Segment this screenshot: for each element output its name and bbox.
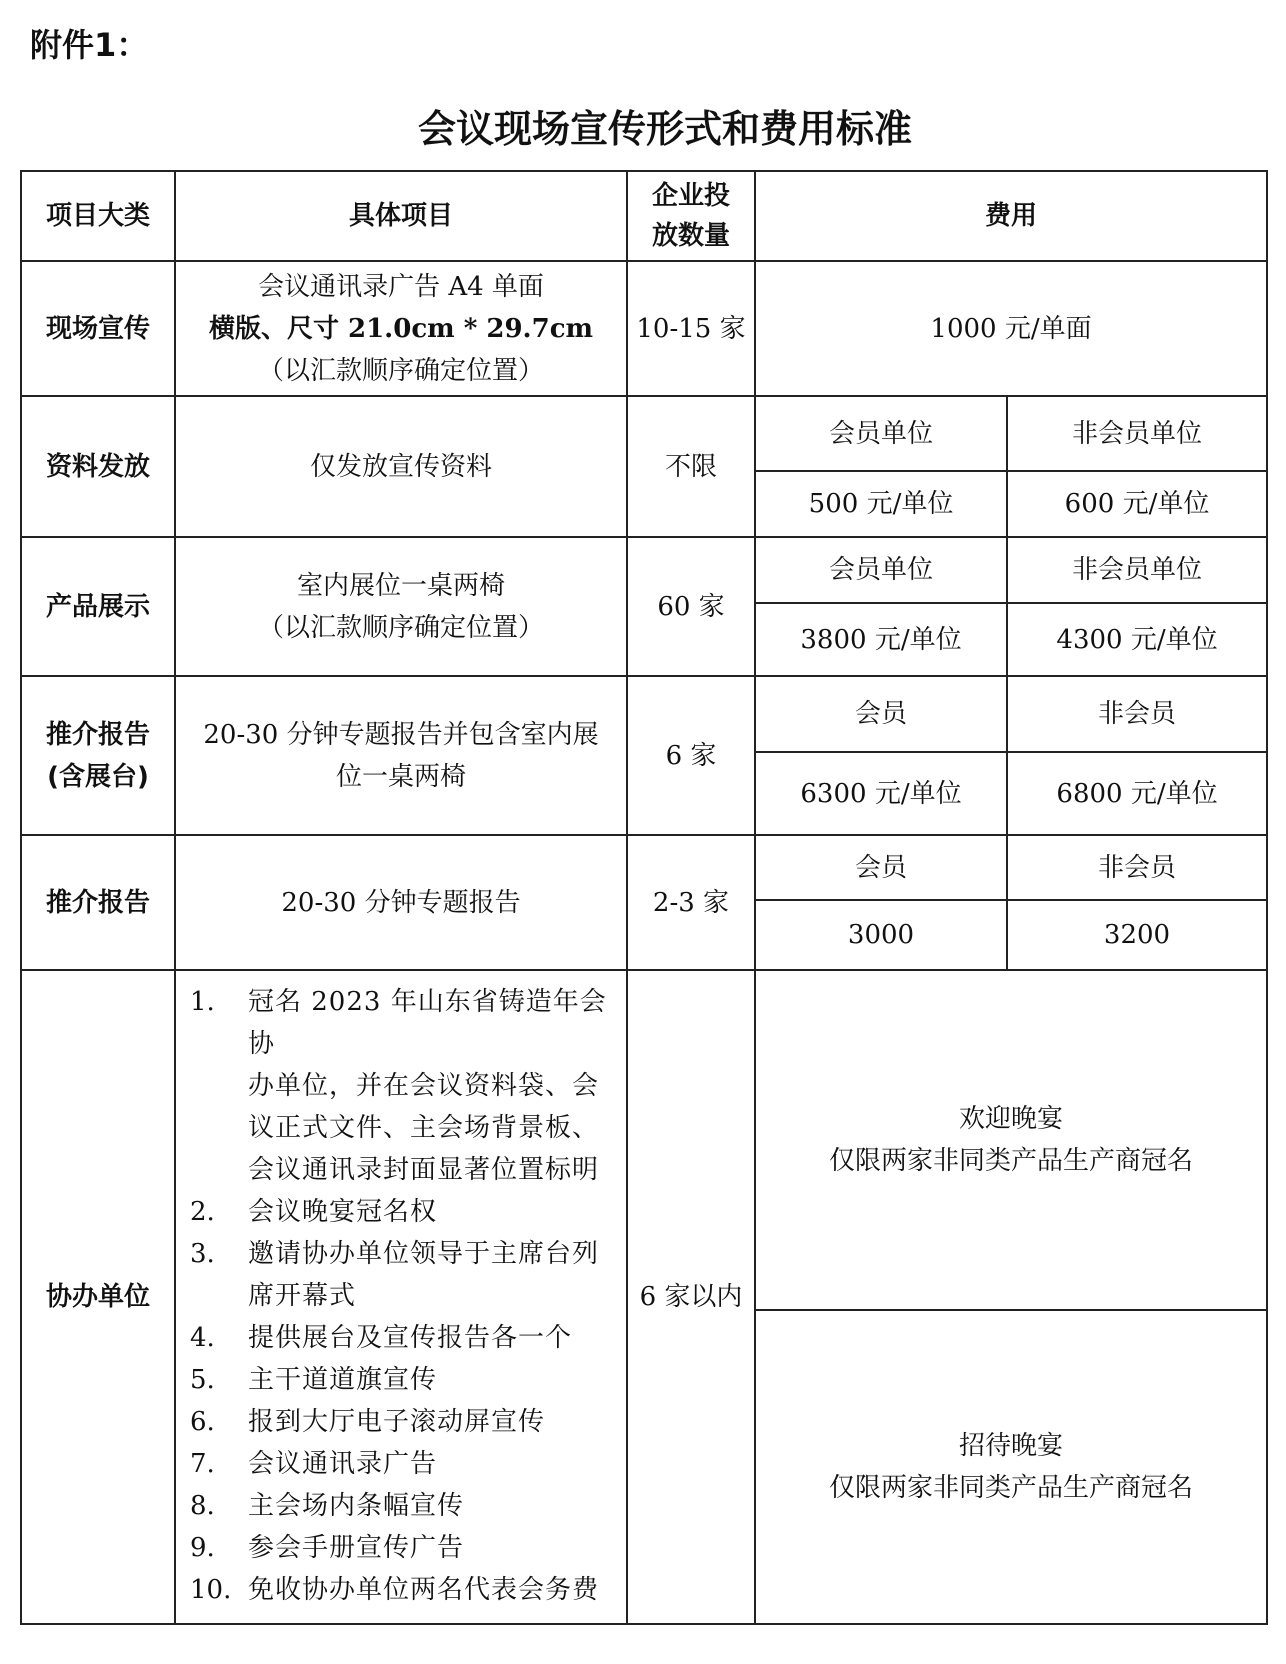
welcome-banquet-title: 欢迎晚宴	[959, 1103, 1064, 1134]
onsite-quantity: 10-15 家	[627, 261, 755, 396]
benefit-list-item	[190, 1191, 612, 1233]
header-fee: 费用	[755, 171, 1267, 261]
report-booth-category-line1: 推介报告	[45, 719, 150, 750]
benefit-text	[248, 1359, 612, 1401]
benefit-text-line: 议正式文件、主会场背景板、	[248, 1113, 600, 1143]
exhibit-member-label: 会员单位	[755, 537, 1007, 603]
header-row	[21, 171, 1267, 261]
benefit-text	[248, 981, 612, 1191]
row-co-organizer-top	[21, 970, 1267, 1310]
benefit-text	[248, 1569, 612, 1611]
benefit-text-line: 主会场内条幅宣传	[248, 1491, 465, 1521]
benefit-list-item	[190, 981, 612, 1191]
benefit-text-line: 报到大厅电子滚动屏宣传	[248, 1407, 546, 1437]
benefit-text-line: 会议通讯录广告	[248, 1449, 438, 1479]
report-booth-category	[21, 676, 175, 835]
benefit-text-line: 办单位，并在会议资料袋、会	[248, 1071, 600, 1101]
benefit-text	[248, 1527, 612, 1569]
benefit-text-line: 免收协办单位两名代表会务费	[248, 1575, 600, 1605]
reception-banquet	[755, 1310, 1267, 1624]
benefit-list-item	[190, 1401, 612, 1443]
benefit-list-item	[190, 1359, 612, 1401]
report-member-fee: 3000	[755, 900, 1007, 970]
report-category: 推介报告	[21, 835, 175, 970]
benefit-list-item	[190, 1443, 612, 1485]
row-report-top	[21, 835, 1267, 900]
reception-banquet-note: 仅限两家非同类产品生产商冠名	[829, 1472, 1194, 1503]
row-exhibit-top	[21, 537, 1267, 603]
benefit-text	[248, 1191, 612, 1233]
onsite-item	[175, 261, 627, 396]
benefit-number: 10.	[190, 1575, 232, 1605]
benefit-text-line: 邀请协办单位领导于主席台列	[248, 1239, 600, 1269]
exhibit-member-fee: 3800 元/单位	[755, 603, 1007, 676]
benefit-list-item	[190, 1233, 612, 1317]
report-booth-item	[175, 676, 627, 835]
materials-nonmember-label: 非会员单位	[1007, 396, 1267, 471]
report-member-label: 会员	[755, 835, 1007, 900]
report-booth-member-fee: 6300 元/单位	[755, 752, 1007, 835]
benefit-list-item	[190, 1527, 612, 1569]
co-organizer-category: 协办单位	[21, 970, 175, 1624]
report-booth-member-label: 会员	[755, 676, 1007, 752]
benefit-text-line: 会议晚宴冠名权	[248, 1197, 438, 1227]
onsite-item-line2: 横版、尺寸 21.0cm * 29.7cm	[208, 313, 594, 344]
co-organizer-quantity: 6 家以内	[627, 970, 755, 1624]
exhibit-item-line2: （以汇款顺序确定位置）	[257, 612, 544, 643]
exhibit-item-line1: 室内展位一桌两椅	[296, 570, 505, 601]
benefit-number: 5.	[190, 1365, 215, 1395]
exhibit-quantity: 60 家	[627, 537, 755, 676]
benefit-number: 2.	[190, 1197, 215, 1227]
benefit-text	[248, 1233, 612, 1317]
onsite-category: 现场宣传	[21, 261, 175, 396]
benefit-text-line: 席开幕式	[248, 1281, 357, 1311]
materials-category: 资料发放	[21, 396, 175, 537]
report-quantity: 2-3 家	[627, 835, 755, 970]
benefit-list	[190, 981, 612, 1611]
benefit-text	[248, 1401, 612, 1443]
materials-quantity: 不限	[627, 396, 755, 537]
fee-table	[20, 170, 1268, 1625]
page-title: 会议现场宣传形式和费用标准	[417, 107, 912, 151]
benefit-list-item	[190, 1569, 612, 1611]
benefit-number: 3.	[190, 1239, 215, 1269]
materials-member-fee: 500 元/单位	[755, 471, 1007, 537]
benefit-text-line: 参会手册宣传广告	[248, 1533, 465, 1563]
header-item: 具体项目	[175, 171, 627, 261]
benefit-text	[248, 1485, 612, 1527]
row-materials-top	[21, 396, 1267, 471]
report-item: 20-30 分钟专题报告	[175, 835, 627, 970]
benefit-text	[248, 1317, 612, 1359]
report-booth-category-line2: (含展台)	[47, 761, 149, 792]
benefit-number: 8.	[190, 1491, 215, 1521]
row-onsite	[21, 261, 1267, 396]
report-booth-nonmember-fee: 6800 元/单位	[1007, 752, 1267, 835]
onsite-item-line1: 会议通讯录广告 A4 单面	[258, 271, 544, 302]
benefit-number: 9.	[190, 1533, 215, 1563]
reception-banquet-title: 招待晚宴	[959, 1430, 1064, 1461]
report-booth-nonmember-label: 非会员	[1007, 676, 1267, 752]
exhibit-nonmember-fee: 4300 元/单位	[1007, 603, 1267, 676]
materials-member-label: 会员单位	[755, 396, 1007, 471]
benefit-number: 7.	[190, 1449, 215, 1479]
onsite-fee: 1000 元/单面	[755, 261, 1267, 396]
attachment-label: 附件1：	[30, 26, 149, 64]
benefit-list-item	[190, 1485, 612, 1527]
benefit-text-line: 冠名 2023 年山东省铸造年会协	[248, 987, 607, 1059]
benefit-text-line: 会议通讯录封面显著位置标明	[248, 1155, 600, 1185]
welcome-banquet	[755, 970, 1267, 1310]
welcome-banquet-note: 仅限两家非同类产品生产商冠名	[829, 1145, 1194, 1176]
benefit-text-line: 提供展台及宣传报告各一个	[248, 1323, 573, 1353]
report-booth-quantity: 6 家	[627, 676, 755, 835]
exhibit-nonmember-label: 非会员单位	[1007, 537, 1267, 603]
benefit-text	[248, 1443, 612, 1485]
benefit-number: 6.	[190, 1407, 215, 1437]
report-booth-item-line2: 位一桌两椅	[335, 761, 466, 792]
exhibit-category: 产品展示	[21, 537, 175, 676]
co-organizer-benefits	[175, 970, 627, 1624]
report-nonmember-label: 非会员	[1007, 835, 1267, 900]
materials-nonmember-fee: 600 元/单位	[1007, 471, 1267, 537]
benefit-number: 4.	[190, 1323, 215, 1353]
report-booth-item-line1: 20-30 分钟专题报告并包含室内展	[203, 719, 599, 750]
benefit-list-item	[190, 1317, 612, 1359]
header-quantity: 企业投 放数量	[627, 171, 755, 261]
onsite-item-line3: （以汇款顺序确定位置）	[257, 355, 544, 386]
report-nonmember-fee: 3200	[1007, 900, 1267, 970]
materials-item: 仅发放宣传资料	[175, 396, 627, 537]
row-report-booth-top	[21, 676, 1267, 752]
header-category: 项目大类	[21, 171, 175, 261]
benefit-number: 1.	[190, 987, 215, 1017]
exhibit-item	[175, 537, 627, 676]
benefit-text-line: 主干道道旗宣传	[248, 1365, 438, 1395]
